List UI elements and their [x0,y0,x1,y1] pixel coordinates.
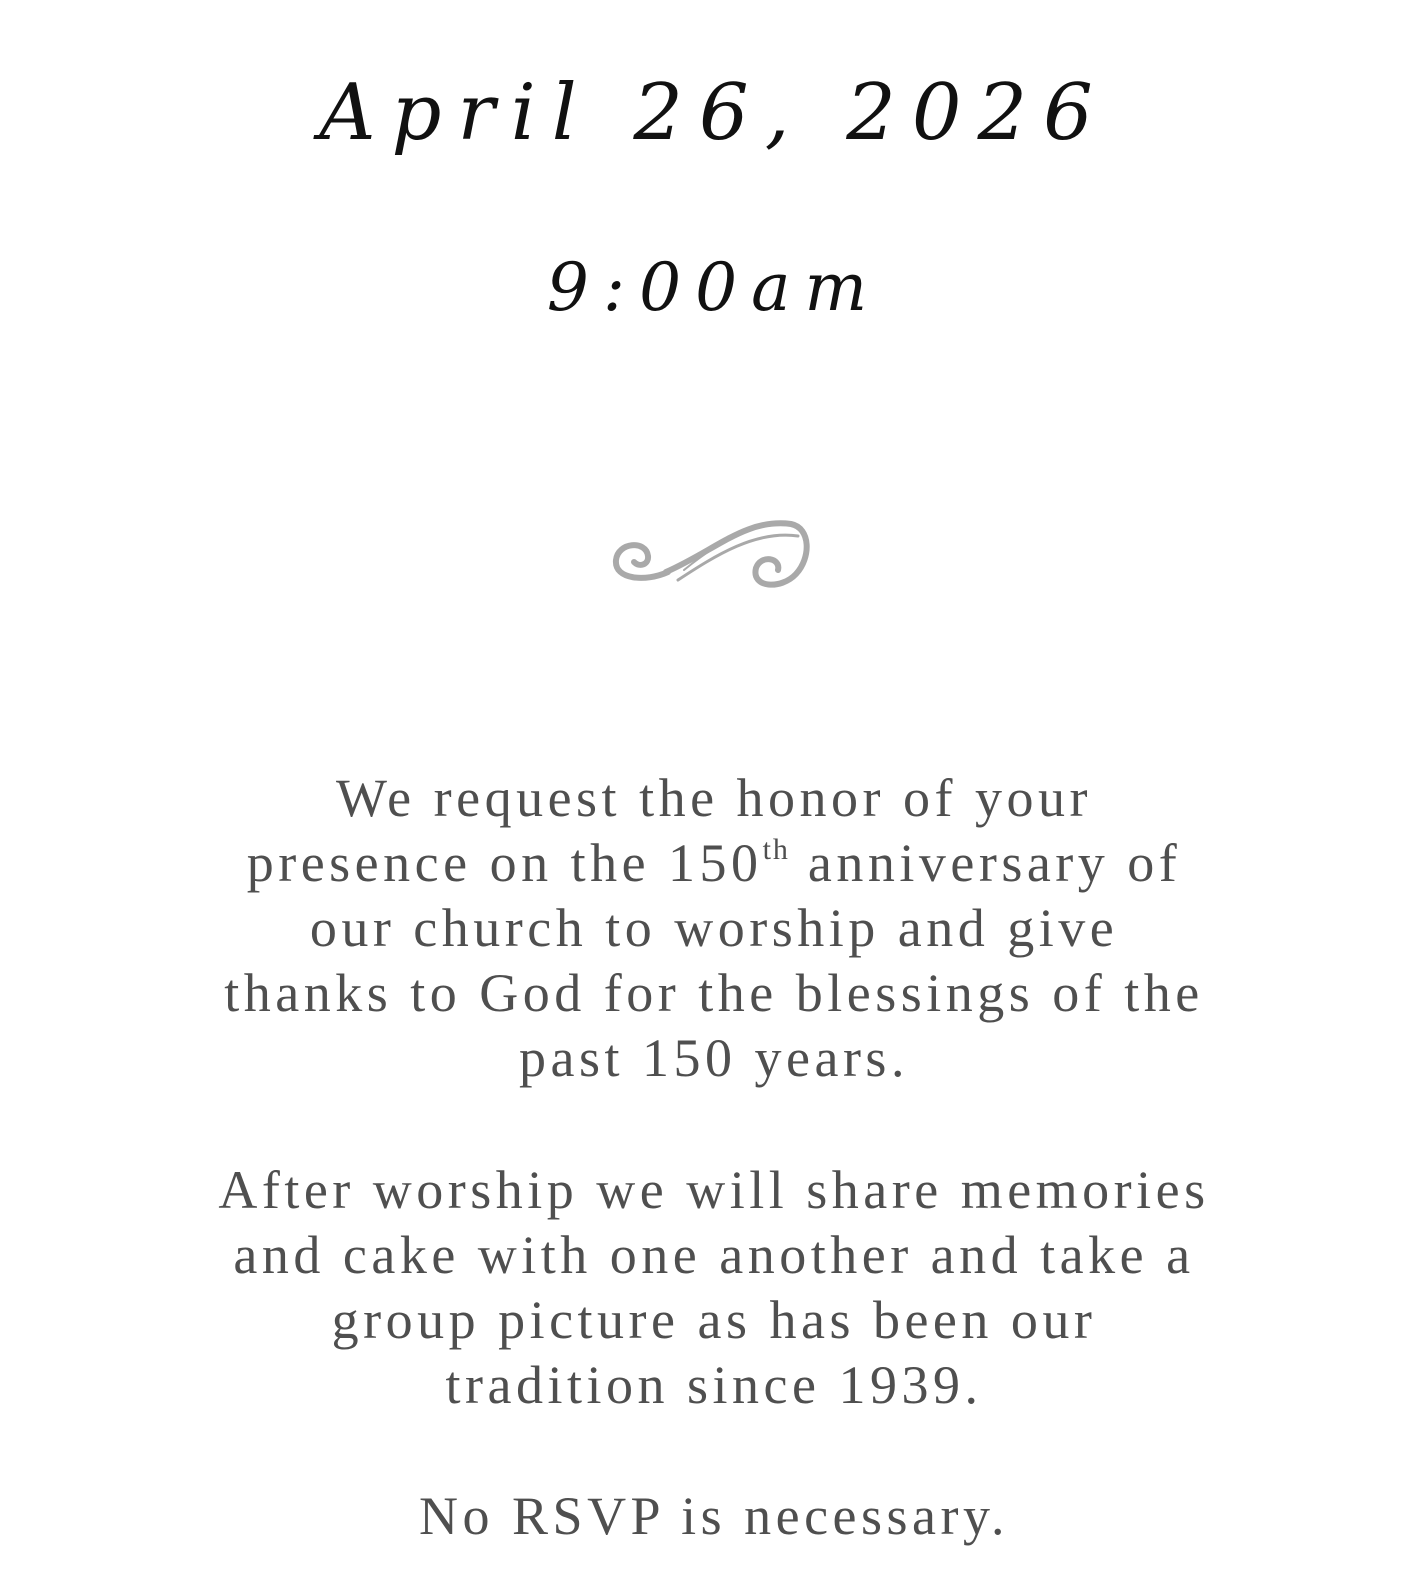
text-segment: anniversary of [789,833,1182,893]
text-line: After worship we will share memories [218,1160,1210,1220]
invitation-paragraph-2 [150,1158,1278,1418]
ordinal-suffix: th [762,833,790,866]
text-line: and cake with one another and take a [233,1225,1195,1285]
event-date: April 26, 2026 [319,68,1109,158]
text-line: group picture as has been our [331,1290,1097,1350]
text-line: thanks to God for the blessings of the [224,963,1204,1023]
text-line [150,831,1278,896]
text-line: tradition since 1939. [445,1355,983,1415]
rsvp-note [150,1484,1278,1549]
invitation-paragraph-1 [150,766,1278,1091]
text-line: our church to worship and give [309,898,1119,958]
text-segment: presence on the 150 [246,833,763,893]
flourish-icon [606,510,816,605]
text-line: past 150 years. [519,1028,909,1088]
event-time: 9:00am [546,249,882,326]
text-line: We request the honor of your [336,768,1092,828]
text-line: No RSVP is necessary. [419,1486,1009,1546]
